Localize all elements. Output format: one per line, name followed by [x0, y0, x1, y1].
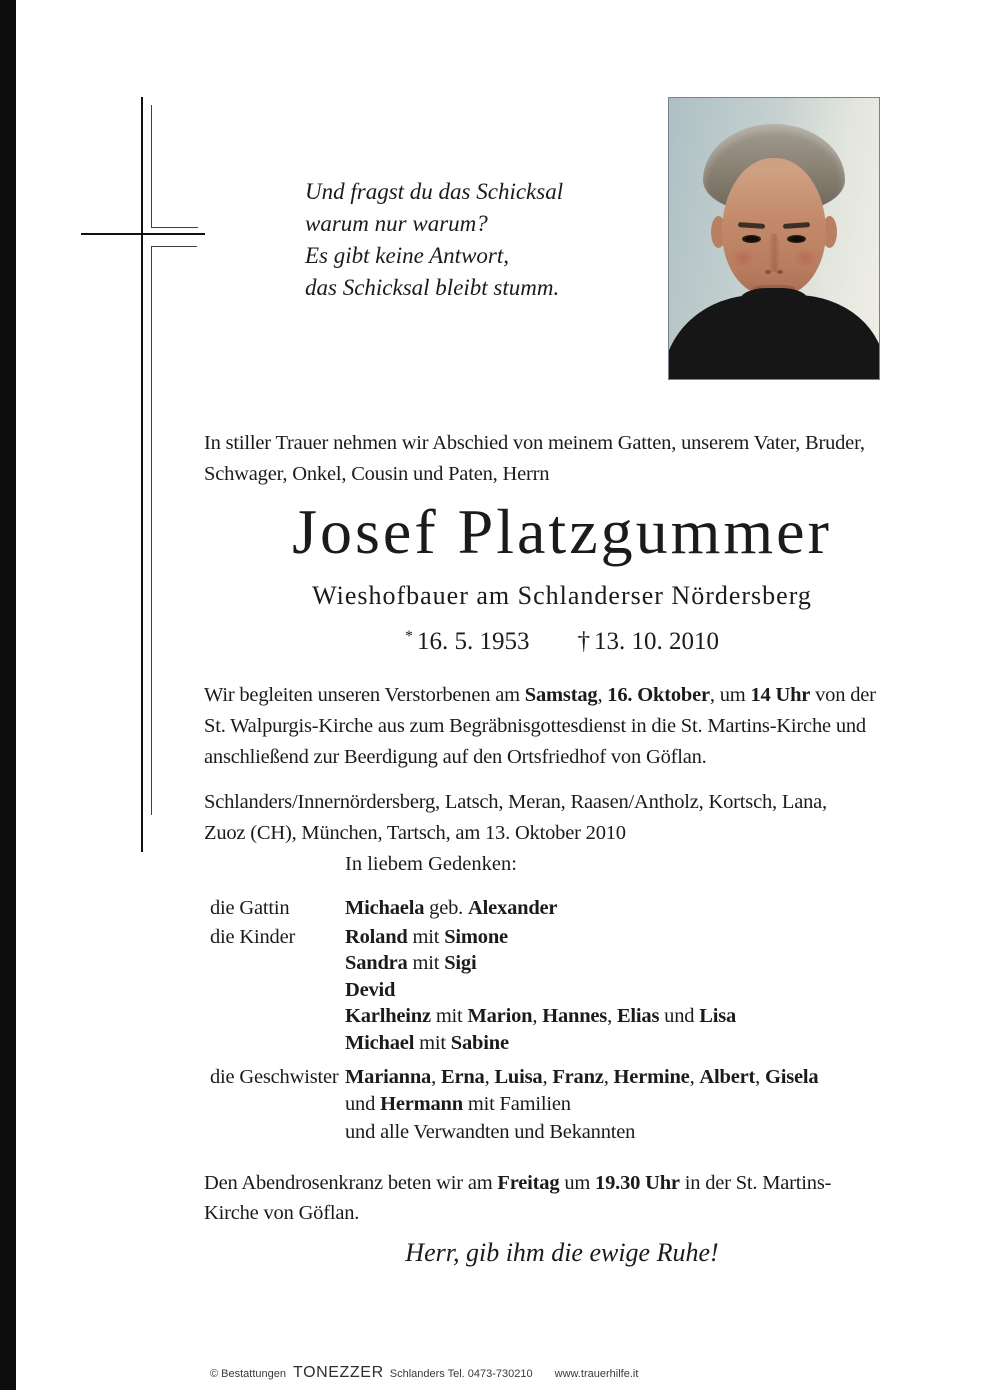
text-segment: und alle Verwandten und Bekannten [345, 1121, 636, 1143]
text-line [345, 1003, 736, 1030]
footer-copyright: © Bestattungen [210, 1368, 286, 1380]
text-segment: Den Abendrosenkranz beten wir am [204, 1172, 498, 1194]
text-segment: und [345, 1092, 381, 1115]
remembrance-list [210, 895, 818, 1148]
remembrance-row [210, 1064, 818, 1117]
relation-label: die Gattin [210, 897, 290, 919]
text-line [345, 1064, 818, 1091]
portrait-nostril-right [777, 270, 783, 274]
remembrance-row [210, 1119, 818, 1146]
text-segment: Sabine [450, 1031, 509, 1054]
text-line [345, 1091, 818, 1118]
portrait-photo [668, 97, 880, 380]
text-segment: Devid [345, 978, 396, 1001]
portrait-eye-left [742, 235, 761, 243]
cross-echo-horizontal-bottom [151, 246, 197, 247]
text-segment: mit [430, 1005, 468, 1027]
portrait-nostril-left [765, 270, 771, 274]
text-line: das Schicksal bleibt stumm. [305, 275, 560, 300]
text-line: Und fragst du das Schicksal [305, 179, 564, 204]
text-segment: Simone [444, 925, 508, 948]
text-line [345, 950, 736, 977]
cross-horizontal-line [81, 233, 205, 235]
text-segment: geb. [424, 897, 469, 919]
text-segment: Gisela [765, 1066, 819, 1088]
funeral-details [204, 680, 876, 773]
rosary-details [204, 1168, 831, 1228]
text-segment: und [659, 1005, 700, 1027]
text-segment: , [597, 684, 608, 706]
memorial-poem [305, 176, 563, 304]
text-line [345, 895, 557, 922]
text-line [345, 924, 736, 951]
text-segment: , [431, 1066, 441, 1088]
relation-names [345, 895, 557, 922]
relation-names [345, 1064, 818, 1117]
text-segment: Roland [345, 925, 408, 948]
text-segment: mit [407, 925, 445, 948]
text-segment: Hermine [613, 1066, 690, 1088]
portrait-face [722, 158, 826, 296]
text-segment: Michael [345, 1031, 415, 1054]
life-dates [204, 628, 920, 656]
text-segment: Marion [467, 1005, 533, 1027]
relation-names [345, 924, 736, 1057]
text-line [345, 977, 736, 1004]
text-segment: Freitag [497, 1172, 560, 1194]
text-segment: Alexander [468, 897, 558, 919]
announcement-intro [204, 428, 865, 490]
text-segment: St. Walpurgis-Kirche aus zum Begräbnisgottesdienst in die St. Martins-Kirche und [204, 715, 866, 737]
birth-star-symbol: * [405, 628, 413, 645]
portrait-eye-right [787, 235, 806, 243]
text-segment: Karlheinz [345, 1005, 431, 1027]
text-segment: Lisa [699, 1005, 737, 1027]
text-segment: um [559, 1172, 596, 1194]
portrait-nose [768, 234, 780, 272]
text-line: Es gibt keine Antwort, [305, 243, 510, 268]
text-segment: , [532, 1005, 543, 1027]
text-segment: Erna [440, 1066, 485, 1088]
mourning-places [204, 787, 827, 849]
text-line: Schlanders/Innernördersberg, Latsch, Meran, Raasen/Antholz, Kortsch, Lana, [204, 791, 827, 813]
text-line [345, 1119, 635, 1146]
relation-label [210, 1119, 345, 1146]
text-segment: Hannes [542, 1005, 608, 1027]
portrait-turtleneck-collar [740, 288, 808, 318]
text-segment: mit [407, 952, 445, 974]
footer [210, 1364, 638, 1382]
remembrance-row [210, 924, 818, 1057]
text-segment: , [607, 1005, 617, 1027]
text-line: Schwager, Onkel, Cousin und Paten, Herrn [204, 463, 550, 485]
closing-prayer: Herr, gib ihm die ewige Ruhe! [405, 1238, 719, 1267]
left-border-bar [0, 0, 16, 1390]
text-segment: Wir begleiten unseren Verstorbenen am [204, 684, 525, 706]
text-segment: , [484, 1066, 495, 1088]
text-line [204, 680, 876, 711]
death-cross-symbol: † [577, 628, 590, 655]
text-segment: Hermann [380, 1092, 463, 1115]
deceased-name: Josef Platzgummer [292, 496, 832, 567]
footer-brand: TONEZZER [293, 1364, 384, 1381]
text-line: In stiller Trauer nehmen wir Abschied von meinem Gatten, unserem Vater, Bruder, [204, 432, 865, 454]
text-segment: in der St. Martins- [679, 1172, 832, 1194]
birth-date [405, 628, 530, 656]
text-segment: anschließend zur Beerdigung auf den Ortsfriedhof von Göflan. [204, 746, 707, 768]
footer-website: www.trauerhilfe.it [554, 1368, 639, 1380]
text-segment: , [603, 1066, 614, 1088]
text-segment: 16. Oktober [607, 684, 710, 706]
text-segment: , [542, 1066, 553, 1088]
text-segment: 19.30 Uhr [595, 1172, 680, 1194]
remembrance-heading: In liebem Gedenken: [345, 853, 517, 875]
text-segment: Sandra [345, 952, 408, 974]
text-segment: Luisa [494, 1066, 543, 1088]
text-line: Zuoz (CH), München, Tartsch, am 13. Oktober 2010 [204, 822, 626, 844]
text-segment: 14 Uhr [750, 684, 811, 706]
text-segment: Albert [699, 1066, 756, 1088]
text-segment: Samstag [524, 684, 598, 706]
text-segment: Elias [616, 1005, 660, 1027]
text-line [204, 1168, 831, 1198]
footer-contact: Schlanders Tel. 0473-730210 [389, 1368, 533, 1380]
cross-echo-vertical-top [151, 105, 152, 227]
text-segment: Marianna [345, 1066, 432, 1088]
text-segment: Kirche von Göflan. [204, 1202, 360, 1224]
text-segment: von der [810, 684, 876, 706]
cross-vertical-line [141, 97, 143, 852]
text-segment: mit Familien [462, 1092, 571, 1115]
birth-date-value: 16. 5. 1953 [417, 628, 530, 655]
text-line [204, 1198, 831, 1228]
text-segment: Sigi [444, 952, 477, 974]
remembrance-row [210, 895, 818, 922]
text-segment: , um [709, 684, 751, 706]
text-line [204, 742, 876, 773]
portrait-cheek-left [731, 248, 755, 268]
portrait-cheek-right [793, 248, 817, 268]
cross-echo-horizontal-top [151, 227, 198, 228]
cross-echo-vertical-bottom [151, 246, 152, 815]
death-date [578, 628, 720, 656]
text-segment: mit [414, 1031, 451, 1054]
text-segment: Franz [552, 1066, 604, 1088]
relation-label: die Geschwister [210, 1066, 339, 1088]
text-segment: Michaela [345, 897, 425, 919]
deceased-subtitle: Wieshofbauer am Schlanderser Nördersberg [312, 581, 812, 610]
relation-names [345, 1119, 635, 1146]
text-line [204, 711, 876, 742]
text-segment: , [689, 1066, 700, 1088]
text-segment: , [755, 1066, 766, 1088]
relation-label: die Kinder [210, 925, 296, 948]
text-line [345, 1030, 736, 1057]
death-date-value: 13. 10. 2010 [594, 628, 719, 655]
text-line: warum nur warum? [305, 211, 488, 236]
